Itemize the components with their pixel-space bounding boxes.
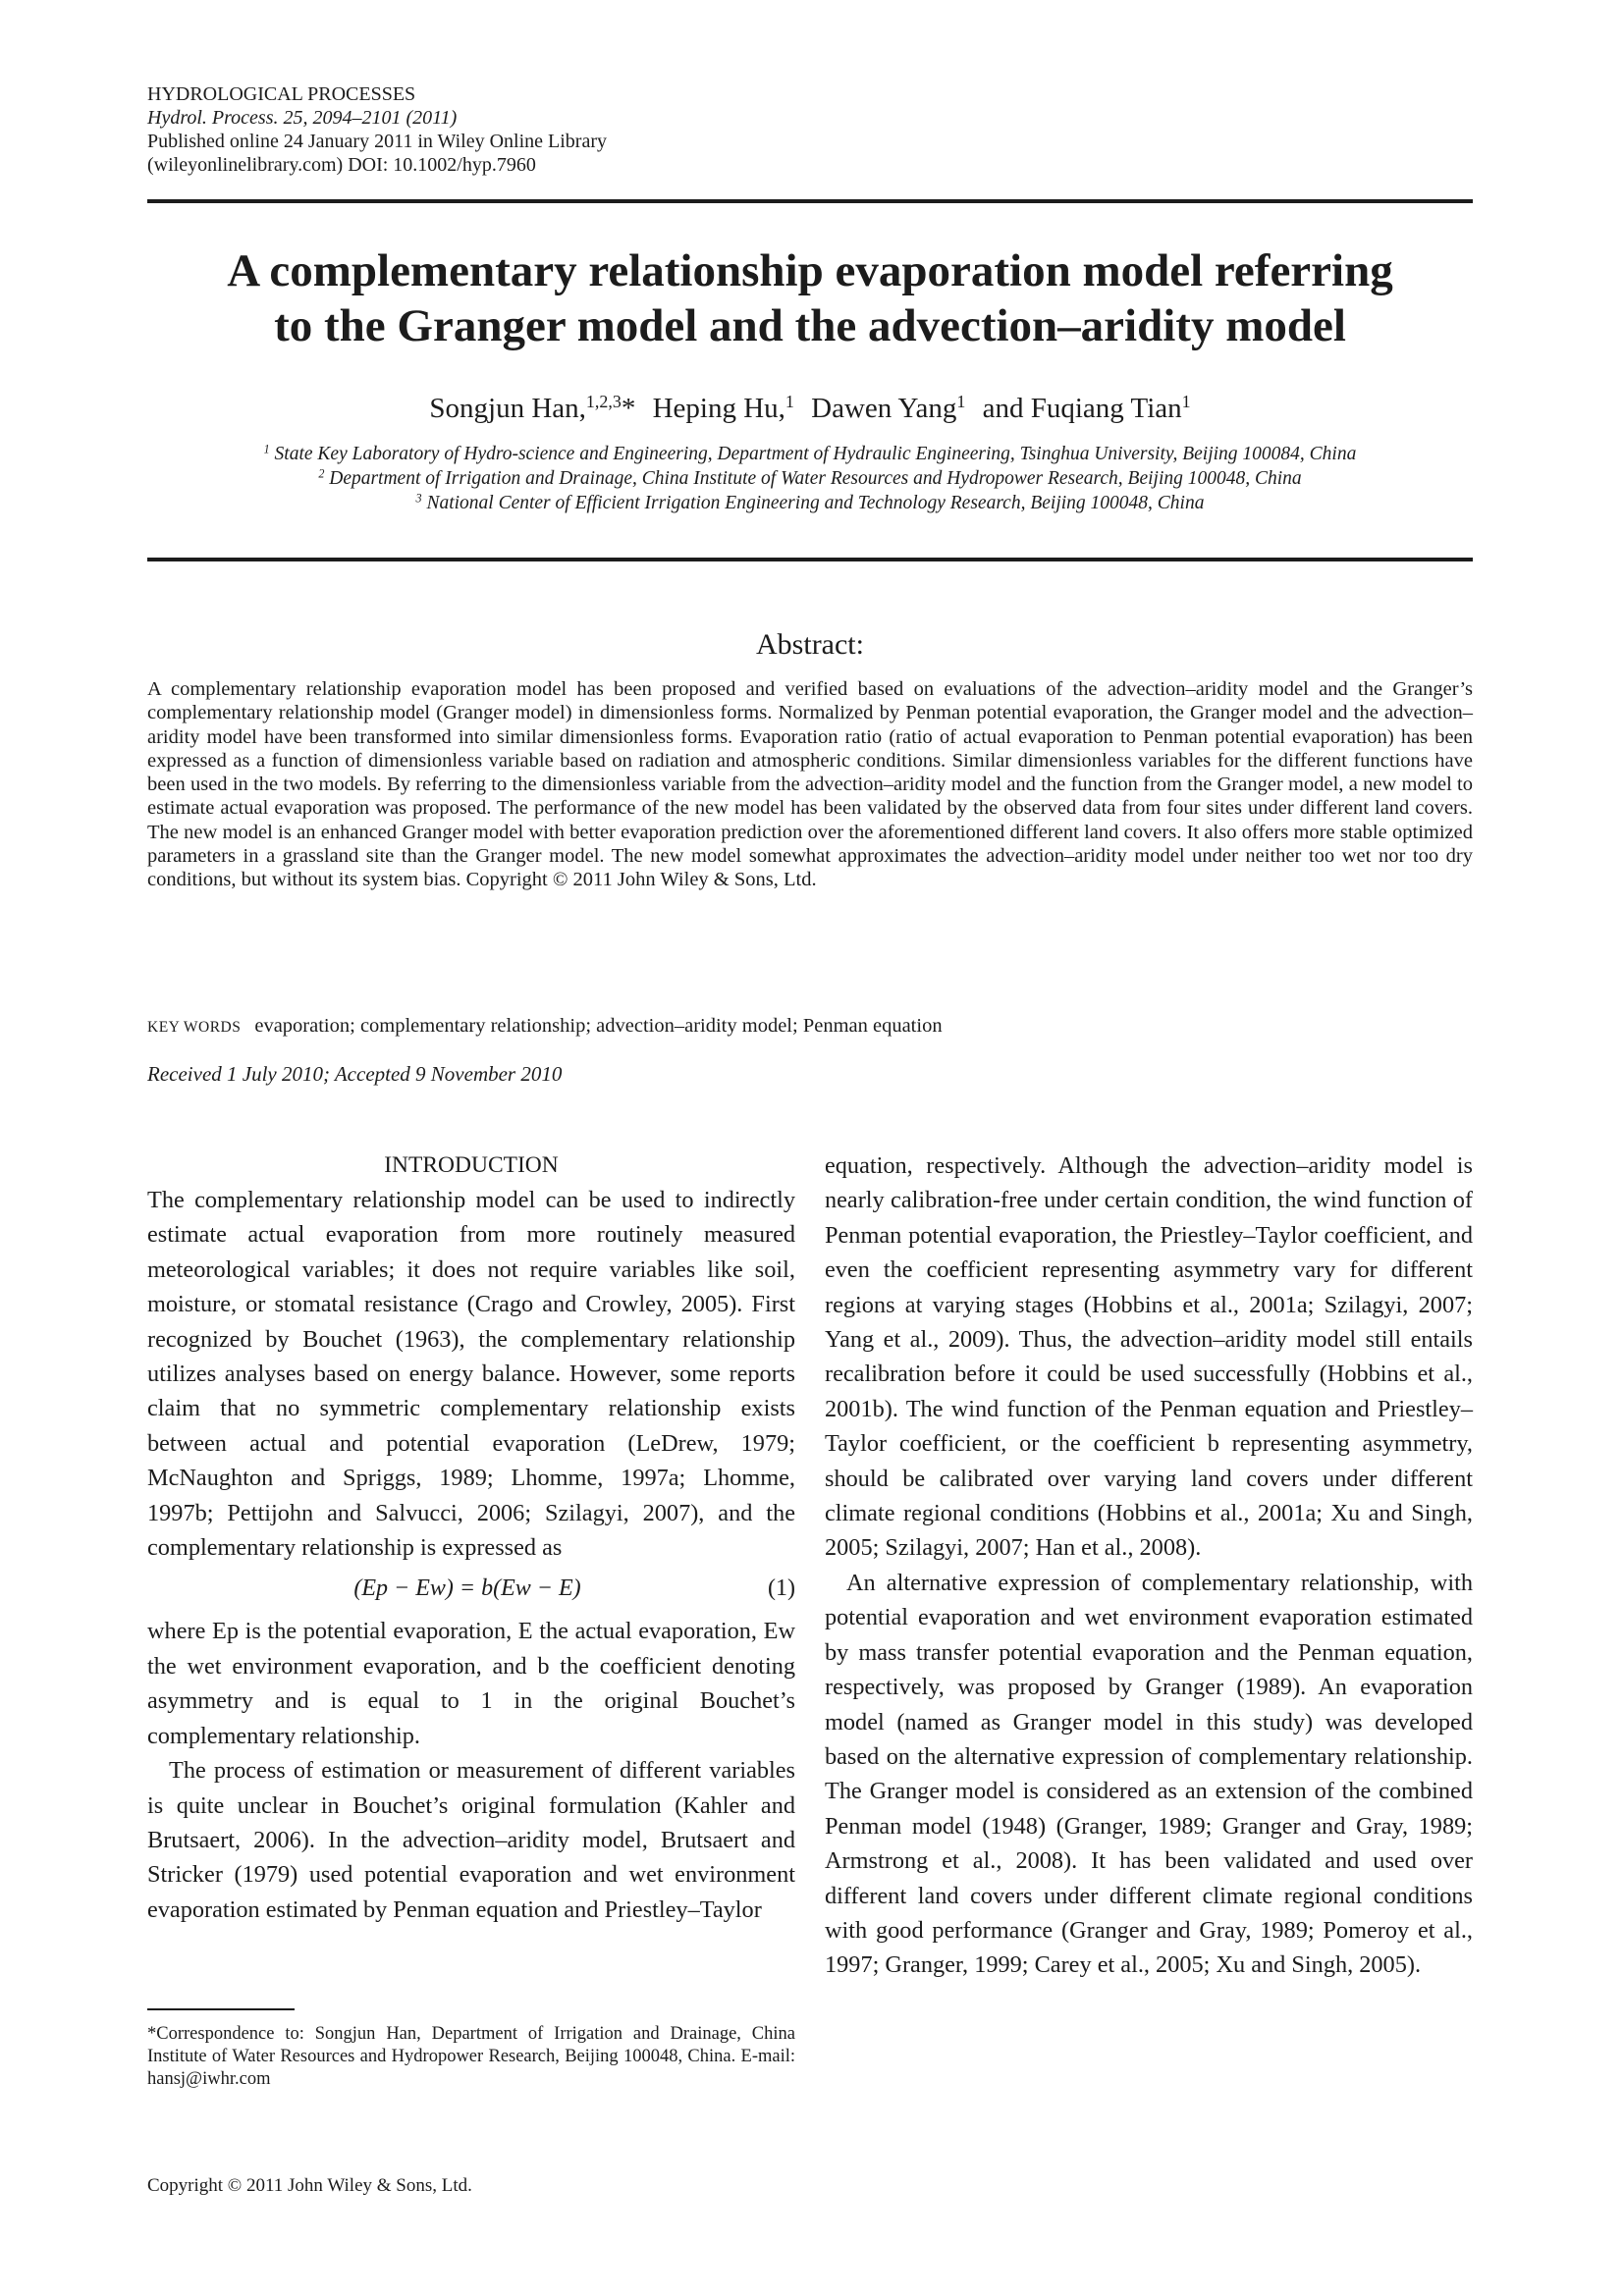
article-title [147,243,1473,353]
received-dates: Received 1 July 2010; Accepted 9 November 2010 [147,1062,563,1086]
affiliation-rule [147,558,1473,561]
paragraph: The process of estimation or measurement of different variables is quite unclear in Bouchet’s original formulation (Kahler and Brutsaert, 2006). In the advection–aridity model, Brutsaert and Stricker (1979) used potential evaporation and wet environment evaporation estimated by Penman equation and Priestley–Taylor [147,1757,795,1923]
correspondence-footnote: *Correspondence to: Songjun Han, Department of Irrigation and Drainage, China Institute of Water Resources and Hydropower Research, Beijing 100048, China. E-mail: hansj@iwhr.com [147,2024,795,2089]
journal-citation: Hydrol. Process. 25, 2094–2101 (2011) [147,107,458,129]
affiliation: $^2$ Department of Irrigation and Drainage, China Institute of Water Resources and Hydropower Research, Beijing 100048, China [318,466,1302,489]
footnote-rule [147,2008,295,2010]
journal-header [147,82,607,177]
affiliations [147,442,1473,515]
affiliation: $^1$ State Key Laboratory of Hydro-science and Engineering, Department of Hydraulic Engineering, Tsinghua University, Beijing 100084, China [263,442,1357,464]
right-column [825,1148,1473,1983]
author: Dawen Yang$^1$ [811,392,966,424]
paragraph: where Ep is the potential evaporation, E the actual evaporation, Ew the wet environment evaporation, and b the coefficient denoting asymmetry and is equal to 1 in the original Bouchet’s complementary relationship. [147,1618,795,1749]
paragraph: The complementary relationship model can be used to indirectly estimate actual evaporation from more routinely measured meteorological variables; it does not require variables like soil, moisture, or stomatal resistance (Crago and Crowley, 2005). First recognized by Bouchet (1963), the complementary relationship utilizes analyses based on energy balance. However, some reports claim that no symmetric complementary relationship exists between actual and potential evaporation (LeDrew, 1979; McNaughton and Spriggs, 1989; Lhomme, 1997a; Lhomme, 1997b; Pettijohn and Salvucci, 2006; Szilagyi, 2007), and the complementary relationship is expressed as [147,1187,795,1562]
publication-date: Published online 24 January 2011 in Wiley Online Library [147,131,608,152]
affiliation: $^3$ National Center of Efficient Irrigation Engineering and Technology Research, Beijing 100048, China [415,491,1205,513]
keywords-list: evaporation; complementary relationship; advection–aridity model; Penman equation [254,1015,943,1037]
equation-body: (Ep − Ew) = b(Ew − E) [353,1575,581,1601]
author: Songjun Han,$^{1,2,3}$* [429,392,636,424]
author: and Fuqiang Tian$^1$ [982,392,1191,424]
journal-name: HYDROLOGICAL PROCESSES [147,83,416,105]
author-list [147,391,1473,426]
equation-1 [147,1569,795,1608]
title-line-1: A complementary relationship evaporation model referring [227,245,1393,296]
paragraph: An alternative expression of complementary relationship, with potential evaporation and wet environment evaporation estimated by mass transfer potential evaporation and the Penman equation, respectively, was proposed by Granger (1989). An evaporation model (named as Granger model in this study) was developed based on the alternative expression of complementary relationship. The Granger model is considered as an extension of the combined Penman model (1948) (Granger, 1989; Granger and Gray, 1989; Armstrong et al., 2008). It has been validated and used over different land covers under different climate regional conditions with good performance (Granger and Gray, 1989; Pomeroy et al., 1997; Granger, 1999; Carey et al., 2005; Xu and Singh, 2005). [825,1569,1473,1979]
left-column [147,1148,795,1927]
keywords-label: KEY WORDS [147,1019,242,1036]
doi: (wileyonlinelibrary.com) DOI: 10.1002/hyp.7960 [147,154,536,176]
paragraph: equation, respectively. Although the advection–aridity model is nearly calibration-free under certain condition, the wind function of Penman potential evaporation, the Priestley–Taylor coefficient, and even the coefficient representing asymmetry vary for different regions at varying stages (Hobbins et al., 2001a; Szilagyi, 2007; Yang et al., 2009). Thus, the advection–aridity model still entails recalibration before it could be used successfully (Hobbins et al., 2001b). The wind function of the Penman equation and Priestley–Taylor coefficient, or the coefficient b representing asymmetry, should be calibrated over varying land covers under different climate regional conditions (Hobbins et al., 2001a; Xu and Singh, 2005; Szilagyi, 2007; Han et al., 2008). [825,1152,1473,1562]
abstract-text: A complementary relationship evaporation model has been proposed and verified based on evaluations of the advection–aridity model and the Granger’s complementary relationship model (Granger model) in dimensionless forms. Normalized by Penman potential evaporation, the Granger model and the advection–aridity model have been transformed into similar dimensionless forms. Evaporation ratio (ratio of actual evaporation to Penman potential evaporation) has been expressed as a function of dimensionless variable based on radiation and atmospheric conditions. Similar dimensionless variables for the different functions have been used in the two models. By referring to the dimensionless variable from the advection–aridity model and the function from the Granger model, a new model to estimate actual evaporation was proposed. The performance of the new model has been validated by the observed data from four sites under different land covers. The new model is an enhanced Granger model with better evaporation prediction over the aforementioned different land covers. It also offers more stable optimized parameters in a grassland site than the Granger model. The new model somewhat approximates the advection–aridity model under neither too wet nor too dry conditions, but without its system bias. Copyright © 2011 John Wiley & Sons, Ltd. [147,678,1473,891]
page-copyright: Copyright © 2011 John Wiley & Sons, Ltd. [147,2175,472,2196]
abstract-heading: Abstract: [756,628,864,661]
title-line-2: to the Granger model and the advection–aridity model [274,300,1346,351]
section-heading: INTRODUCTION [384,1152,559,1178]
header-rule [147,199,1473,203]
author: Heping Hu,$^1$ [652,392,794,424]
equation-number: (1) [768,1575,795,1601]
keywords [147,1013,1473,1041]
